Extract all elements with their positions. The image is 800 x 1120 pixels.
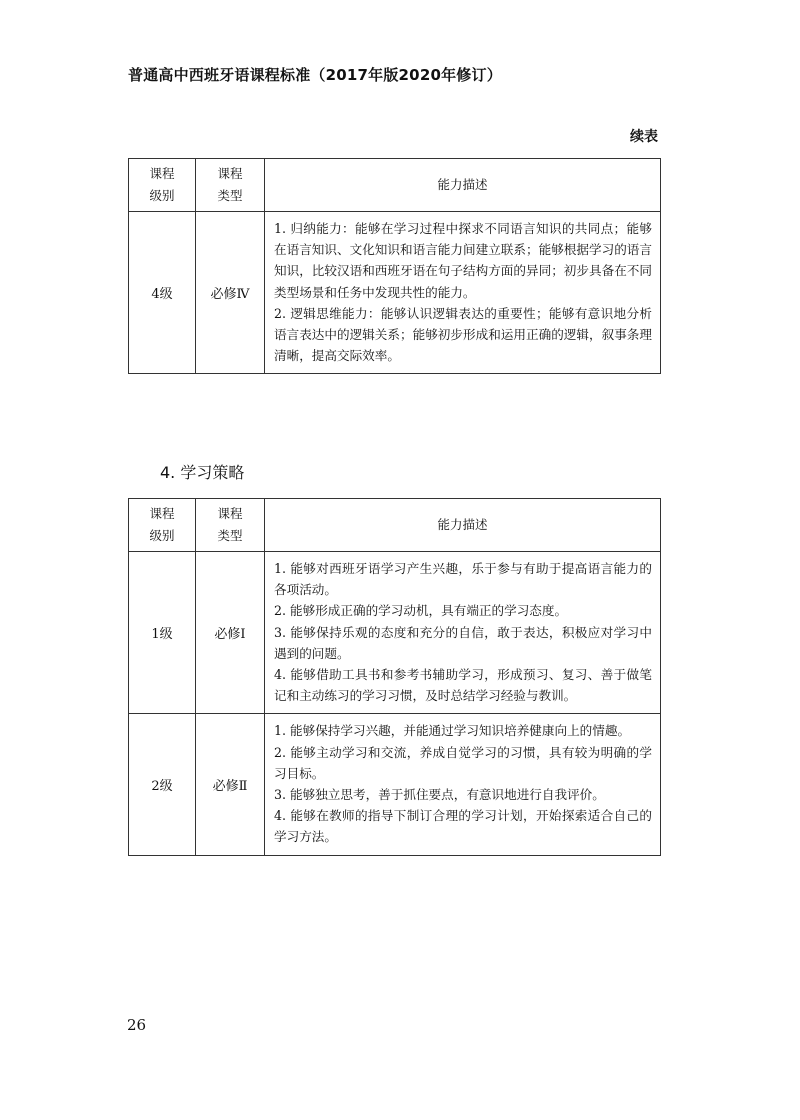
header-description: 能力描述 [265,499,661,552]
section-title: 4. 学习策略 [160,463,245,482]
ability-description [265,552,661,714]
ability-description [265,212,661,374]
description-item: 1. 能够保持学习兴趣，并能通过学习知识培养健康向上的情趣。 [274,723,631,739]
course-level: 2级 [129,714,196,855]
table-row [129,552,661,714]
header-description: 能力描述 [265,159,661,212]
header-level: 课程 级别 [129,159,196,212]
course-level: 4级 [129,212,196,374]
course-type: 必修Ⅰ [196,552,265,714]
course-type: 必修Ⅱ [196,714,265,855]
course-level: 1级 [129,552,196,714]
learning-strategy-table [128,498,661,856]
description-item: 1. 归纳能力：能够在学习过程中探求不同语言知识的共同点；能够在语言知识、文化知识和语言能力间建立联系；能够根据学习的语言知识，比较汉语和西班牙语在句子结构方面的异同；初步具备在不同类型场景和任务中发现共性的能力。 [274,221,652,300]
continued-label: 续表 [630,129,658,145]
page-number: 26 [127,1016,147,1034]
table-header-row [129,499,661,552]
description-item: 4. 能够借助工具书和参考书辅助学习，形成预习、复习、善于做笔记和主动练习的学习习惯，及时总结学习经验与教训。 [274,667,652,704]
table-header-row [129,159,661,212]
header-level: 课程 级别 [129,499,196,552]
description-item: 3. 能够保持乐观的态度和充分的自信，敢于表达，积极应对学习中遇到的问题。 [274,624,652,661]
course-type: 必修Ⅳ [196,212,265,374]
description-item: 2. 能够形成正确的学习动机，具有端正的学习态度。 [274,603,568,619]
description-item: 1. 能够对西班牙语学习产生兴趣，乐于参与有助于提高语言能力的各项活动。 [274,561,652,598]
header-type: 课程 类型 [196,159,265,212]
table-row [129,212,661,374]
running-header: 普通高中西班牙语课程标准（2017年版2020年修订） [128,66,502,84]
ability-description [265,714,661,855]
table-row [129,714,661,855]
description-item: 2. 逻辑思维能力：能够认识逻辑表达的重要性；能够有意识地分析语言表达中的逻辑关系；能够初步形成和运用正确的逻辑，叙事条理清晰，提高交际效率。 [274,305,652,364]
description-item: 4. 能够在教师的指导下制订合理的学习计划，开始探索适合自己的学习方法。 [274,808,652,845]
description-item: 2. 能够主动学习和交流，养成自觉学习的习惯，具有较为明确的学习目标。 [274,744,652,781]
competency-table-continued [128,158,661,374]
header-type: 课程 类型 [196,499,265,552]
description-item: 3. 能够独立思考，善于抓住要点，有意识地进行自我评价。 [274,787,605,803]
